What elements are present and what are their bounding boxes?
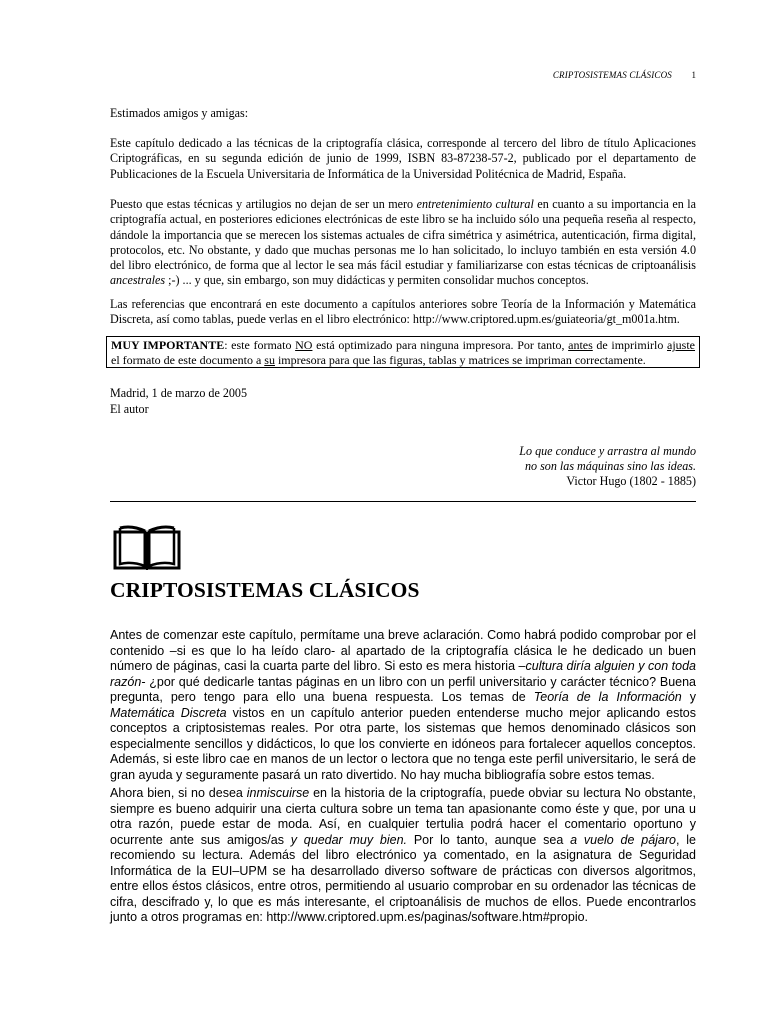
chapter-emphasis: y quedar muy bien. bbox=[290, 832, 408, 847]
signature: El autor bbox=[110, 402, 149, 416]
notice-underlined: NO bbox=[295, 338, 313, 352]
context-emphasis-2: ancestrales bbox=[110, 273, 166, 288]
chapter-paragraph-2 bbox=[110, 786, 696, 926]
context-text-2: en cuanto a su importancia en la criptografía actual, en posteriores ediciones electrónicas de este libro se ha incluido sólo una pequeña reseña al respecto, dándole la importancia que se merecen los sistemas actuales de cifra simétrica y asimétrica, autenticación, firma digital, protocolos, etc. No obstante, y dado que muchas personas me lo han solicitado, lo incluyo también en esta versión 4.0 del libro electrónico, de forma que al lector le sea más fácil estudiar y familiarizarse con estas técnicas de criptoanálisis bbox=[110, 197, 696, 273]
chapter-emphasis: a vuelo de pájaro bbox=[570, 832, 676, 847]
running-title: CRIPTOSISTEMAS CLÁSICOS bbox=[552, 70, 672, 80]
notice-label: MUY IMPORTANTE bbox=[111, 338, 225, 352]
intro-paragraph: Este capítulo dedicado a las técnicas de la criptografía clásica, corresponde al tercero del libro de título Aplicaciones Criptográficas, en su segunda edición de junio de 1999, ISBN 83-87238-57-2, publicado por el departamento de Publicaciones de la Escuela Universitaria de Informática de la Universidad Politécnica de Madrid, España. bbox=[110, 136, 696, 181]
chapter-text: en la historia de la criptografía, puede obviar su lectura No obstante, siempre es bueno adquirir una cierta cultura sobre un tema tan apasionante como éste y que, por una u otra razón, puede estar de moda. Así, en cualquier tertulia podrá hacer el comentario oportuno y ocurrente ante sus amigos/as bbox=[110, 786, 696, 847]
chapter-paragraph-1 bbox=[110, 628, 696, 783]
chapter-emphasis: Matemática Discreta bbox=[110, 705, 227, 720]
important-notice-text bbox=[111, 338, 695, 367]
date-line: Madrid, 1 de marzo de 2005 bbox=[110, 386, 248, 400]
notice-text: el formato de este documento a bbox=[111, 352, 265, 367]
epigraph-line-1: Lo que conduce y arrastra al mundo bbox=[519, 444, 696, 458]
chapter-title: CRIPTOSISTEMAS CLÁSICOS bbox=[110, 578, 420, 602]
context-paragraph bbox=[110, 197, 696, 289]
context-text-3: ;-) ... y que, sin embargo, son muy didácticas y permiten consolidar muchos conceptos. bbox=[165, 273, 589, 288]
chapter-text: Antes de comenzar este capítulo, permítame una breve aclaración. Como habrá podido comprobar por el contenido –si es que lo ha leído claro- al apartado de la criptografía clásica le he dedicado un buen número de páginas, casi la cuarta parte del libro. Si esto es mera historia – bbox=[110, 628, 696, 673]
important-notice-box bbox=[106, 336, 700, 368]
notice-underlined: antes bbox=[568, 338, 593, 352]
notice-text: está optimizado para ninguna impresora. Por tanto, bbox=[312, 338, 569, 352]
notice-text: de imprimirlo bbox=[592, 338, 668, 352]
context-text-1: Puesto que estas técnicas y artilugios no dejan de ser un mero bbox=[110, 197, 417, 211]
notice-underlined: ajuste bbox=[667, 338, 696, 352]
chapter-text: Por lo tanto, aunque sea bbox=[407, 832, 571, 847]
chapter-text: ¿por qué dedicarle tantas páginas en un libro con un perfil universitario y carácter técnico? Buena pregunta, pero tengo para ello una buena respuesta. Los temas de bbox=[110, 674, 696, 704]
open-book-icon bbox=[112, 524, 182, 574]
chapter-text: Ahora bien, si no desea bbox=[110, 786, 247, 800]
chapter-text: y bbox=[681, 690, 696, 704]
greeting: Estimados amigos y amigas: bbox=[110, 106, 249, 120]
notice-underlined: su bbox=[264, 352, 275, 367]
chapter-emphasis: cultura diría alguien y con toda razón- bbox=[110, 659, 696, 689]
section-divider bbox=[110, 501, 696, 502]
epigraph-author: Victor Hugo (1802 - 1885) bbox=[566, 474, 696, 488]
notice-text: : este formato bbox=[224, 338, 296, 352]
epigraph bbox=[400, 444, 696, 489]
notice-text: impresora para que las figuras, tablas y matrices se impriman correctamente. bbox=[274, 352, 646, 367]
chapter-emphasis: inmiscuirse bbox=[246, 786, 310, 800]
context-emphasis-1: entretenimiento cultural bbox=[416, 197, 534, 211]
references-paragraph: Las referencias que encontrará en este documento a capítulos anteriores sobre Teoría de la Información y Matemática Discreta, así como tablas, puede verlas en el libro electrónico: http://www.criptored.upm.es/guiateoria/gt_m001a.htm. bbox=[110, 297, 696, 327]
epigraph-line-2: no son las máquinas sino las ideas. bbox=[524, 459, 696, 473]
chapter-text: vistos en un capítulo anterior pueden entenderse mucho mejor aplicando estos conceptos a criptosistemas reales. Por otra parte, los sistemas que hemos denominado clásicos son especialmente sencillos y didácticos, lo que los convierte en idóneos para fortalecer aquellos conceptos. Además, si este libro cae en manos de un lector o lectora que no tenga este perfil universitario, le será de gran ayuda y seguramente pasará un rato divertido. No hay mucha bibliografía sobre estos temas. bbox=[110, 705, 696, 782]
chapter-text: , le recomiendo su lectura. Además del libro electrónico ya comentado, en la asignatura de Seguridad Informática de la EUI–UPM se ha desarrollado diverso software de prácticas con diversos algoritmos, entre ellos éstos clásicos, entre otros, permitiendo al usuario comprobar en su ordenador las técnicas de cifra, descifrado y, lo que es más interesante, el criptoanálisis de muchos de ellos. Puede encontrarlos junto a otros programas en: http://www.criptored.upm.es/paginas/software.htm#propio. bbox=[110, 832, 696, 924]
chapter-emphasis: Teoría de la Información bbox=[533, 690, 682, 704]
running-header bbox=[110, 70, 696, 84]
page-number: 1 bbox=[691, 70, 696, 80]
